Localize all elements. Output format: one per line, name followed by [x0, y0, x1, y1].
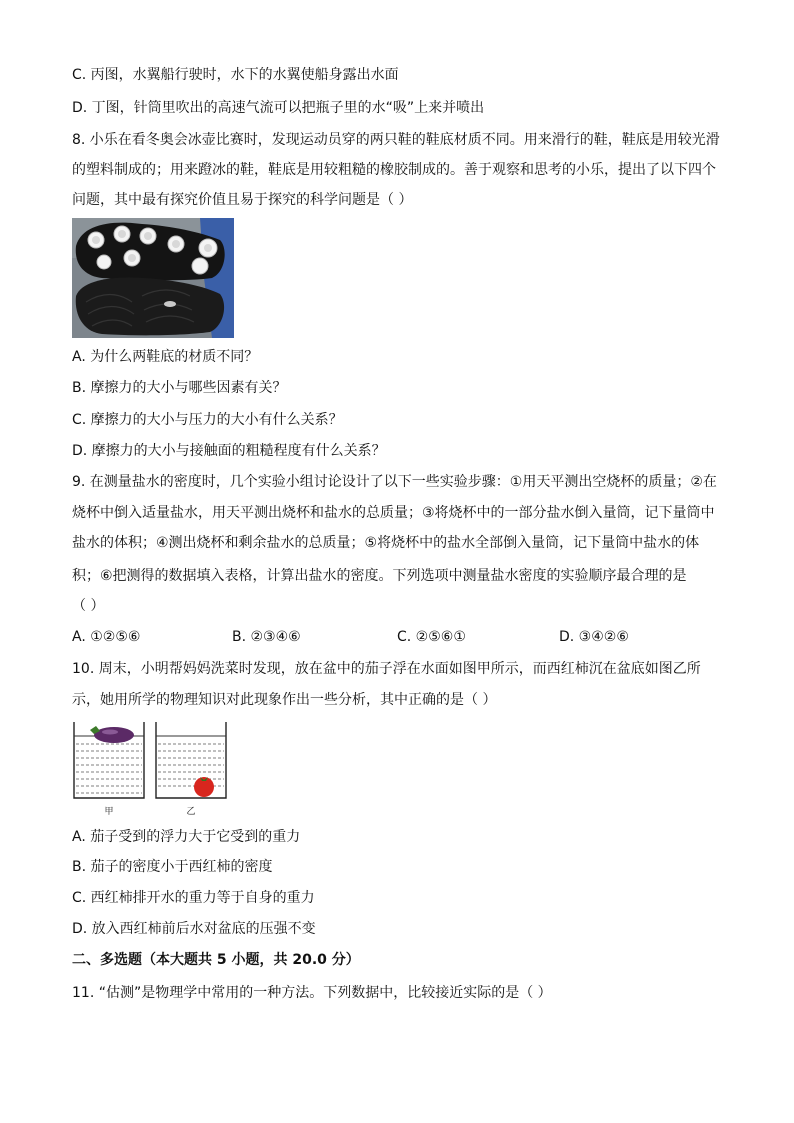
question-8-line-1: 8. 小乐在看冬奥会冰壶比赛时，发现运动员穿的两只鞋的鞋底材质不同。用来滑行的鞋，鞋底是用较光滑 [72, 132, 720, 148]
option-c-prev: C. 丙图，水翼船行驶时，水下的水翼使船身露出水面 [72, 67, 399, 83]
question-9-line-3: 盐水的体积；④测出烧杯和剩余盐水的总质量；⑤将烧杯中的盐水全部倒入量筒，记下量筒中盐水的体 [72, 535, 700, 551]
shoe-soles-photo [72, 218, 234, 338]
question-9-options [72, 627, 732, 647]
question-9-line-5: （ ） [72, 598, 105, 614]
basin-yi [156, 722, 226, 798]
option-d-prev: D. 丁图，针筒里吹出的高速气流可以把瓶子里的水“吸”上来并喷出 [72, 100, 485, 116]
eggplant-shape [94, 727, 134, 743]
question-9-line-4: 积；⑥把测得的数据填入表格，计算出盐水的密度。下列选项中测量盐水密度的实验顺序最合理的是 [72, 568, 687, 584]
question-11-line-1: 11. “估测”是物理学中常用的一种方法。下列数据中，比较接近实际的是（ ） [72, 985, 552, 1001]
question-10-option-d: D. 放入西红柿前后水对盆底的压强不变 [72, 921, 316, 937]
question-9-option-b: B. ②③④⑥ [232, 629, 301, 645]
question-9-option-d: D. ③④②⑥ [559, 629, 629, 645]
label-jia: 甲 [104, 807, 114, 817]
question-9-option-c: C. ②⑤⑥① [397, 629, 466, 645]
label-yi: 乙 [186, 807, 196, 817]
question-8-option-a: A. 为什么两鞋底的材质不同？ [72, 349, 259, 365]
question-9-option-a: A. ①②⑤⑥ [72, 629, 141, 645]
question-8-option-d: D. 摩擦力的大小与接触面的粗糙程度有什么关系？ [72, 443, 386, 459]
question-8-line-3: 问题，其中最有探究价值且易于探究的科学问题是（ ） [72, 192, 413, 208]
question-10-option-a: A. 茄子受到的浮力大于它受到的重力 [72, 829, 301, 845]
question-9-line-1: 9. 在测量盐水的密度时，几个实验小组讨论设计了以下一些实验步骤：①用天平测出空烧杯的质量；②在 [72, 474, 717, 490]
question-10-option-c: C. 西红柿排开水的重力等于自身的重力 [72, 890, 315, 906]
basin-jia [74, 722, 144, 798]
question-8-option-b: B. 摩擦力的大小与哪些因素有关？ [72, 380, 287, 396]
question-9-line-2: 烧杯中倒入适量盐水，用天平测出烧杯和盐水的总质量；③将烧杯中的一部分盐水倒入量筒，记下量筒中 [72, 505, 715, 521]
question-10-line-1: 10. 周末，小明帮妈妈洗菜时发现，放在盆中的茄子浮在水面如图甲所示，而西红柿沉在盆底如图乙所 [72, 661, 701, 677]
basin-figures [70, 718, 240, 820]
question-8-option-c: C. 摩擦力的大小与压力的大小有什么关系？ [72, 412, 343, 428]
question-8-line-2: 的塑料制成的；用来蹬冰的鞋，鞋底是用较粗糙的橡胶制成的。善于观察和思考的小乐，提出了以下四个 [72, 162, 716, 178]
question-10-line-2: 示，她用所学的物理知识对此现象作出一些分析，其中正确的是（ ） [72, 692, 497, 708]
question-10-option-b: B. 茄子的密度小于西红柿的密度 [72, 859, 273, 875]
section-heading-multi-choice: 二、多选题（本大题共 5 小题，共 20.0 分） [72, 952, 360, 968]
